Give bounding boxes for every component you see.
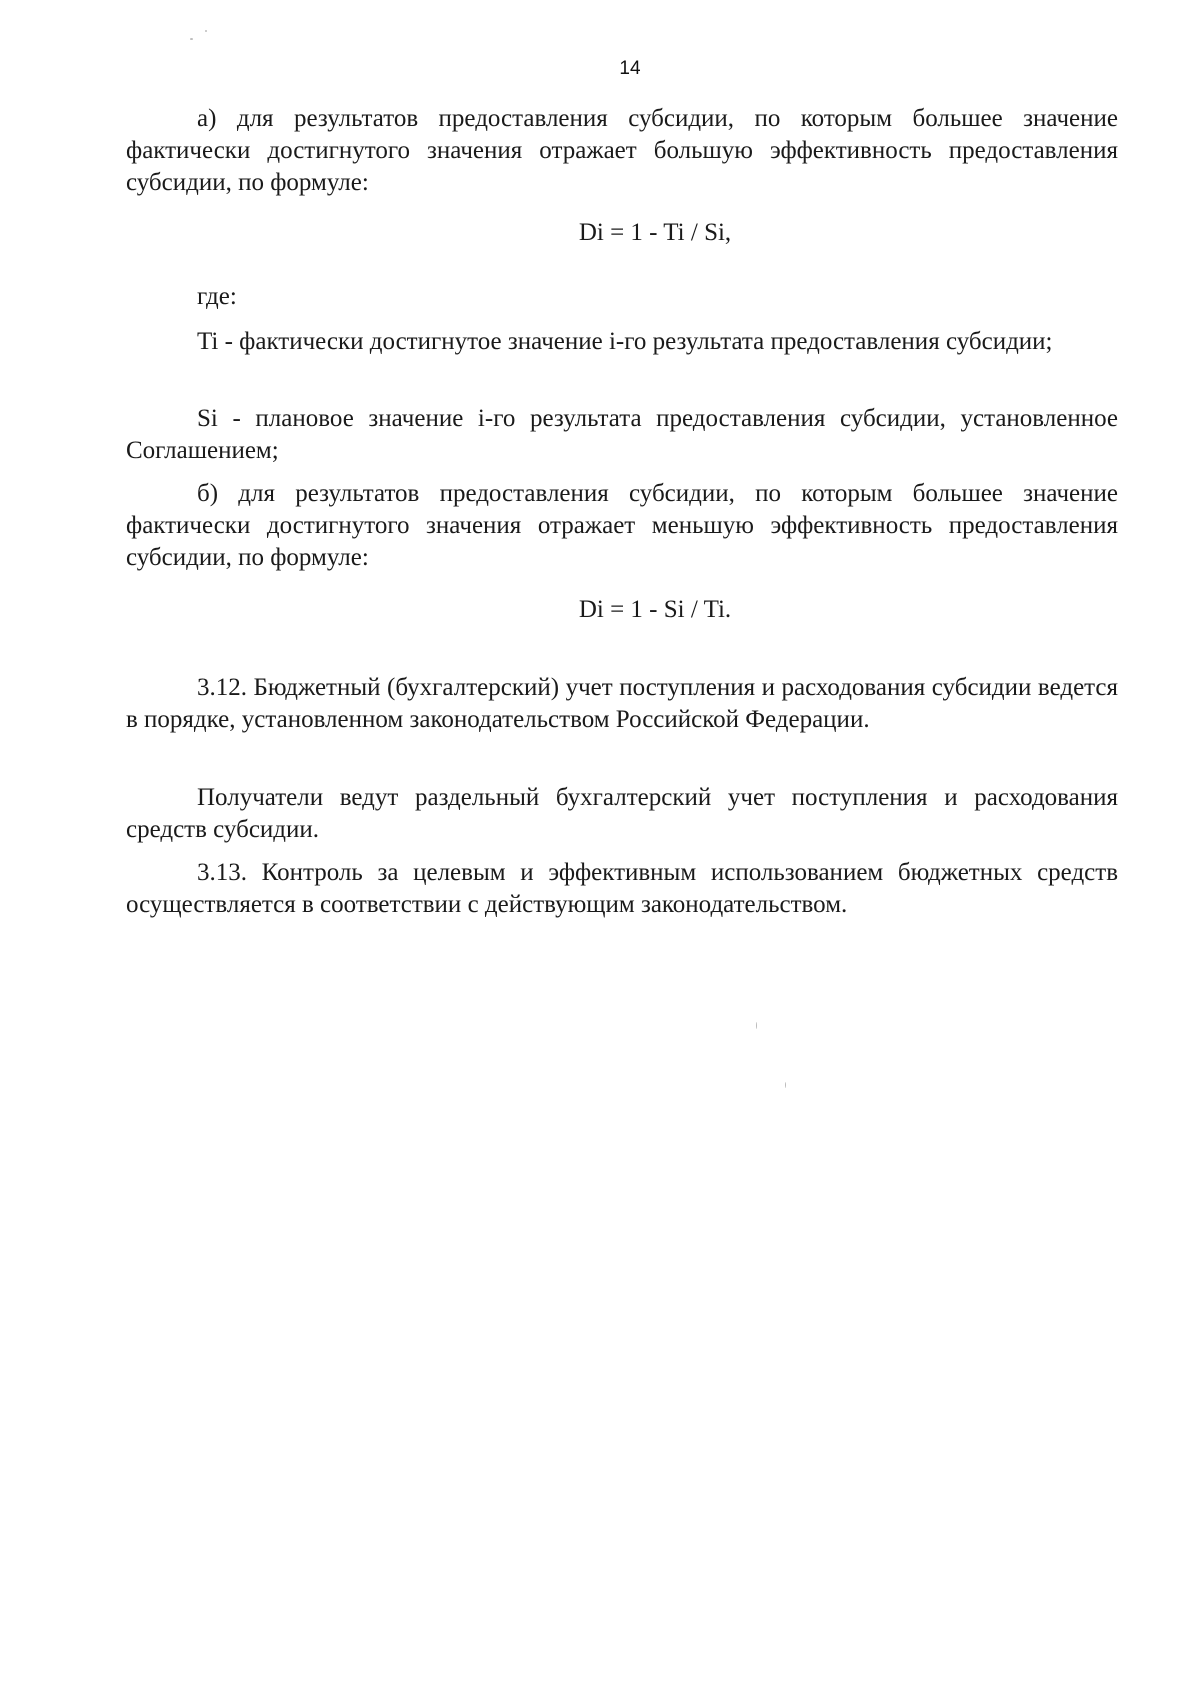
scan-speck: [190, 38, 193, 40]
formula-a: Di = 1 - Ti / Si,: [578, 219, 732, 246]
paragraph-a: а) для результатов предоставления субсидии, по которым большее значение фактически достигнутого значения отражает большую эффективность предоставления субсидии, по формуле:: [126, 105, 1118, 196]
scan-speck: [756, 1022, 757, 1029]
formula-b: Di = 1 - Si / Ti.: [578, 596, 732, 623]
scan-speck: [205, 30, 207, 32]
section-3-13: 3.13. Контроль за целевым и эффективным использованием бюджетных средств осуществляется в соответствии с действующим законодательством.: [126, 859, 1118, 918]
section-3-12: 3.12. Бюджетный (бухгалтерский) учет поступления и расходования субсидии ведется в порядке, установленном законодательством Российской Федерации.: [126, 674, 1118, 733]
definition-si: Si - плановое значение i-го результата предоставления субсидии, установленное Соглашением;: [126, 405, 1118, 464]
where-label: где:: [197, 283, 237, 310]
page-number: 14: [619, 58, 641, 79]
paragraph-recipients: Получатели ведут раздельный бухгалтерский учет поступления и расходования средств субсидии.: [126, 784, 1118, 843]
paragraph-b: б) для результатов предоставления субсидии, по которым большее значение фактически достигнутого значения отражает меньшую эффективность предоставления субсидии, по формуле:: [126, 480, 1118, 571]
scan-speck: [785, 1082, 786, 1088]
definition-ti: Ti - фактически достигнутое значение i-го результата предоставления субсидии;: [197, 328, 1053, 355]
